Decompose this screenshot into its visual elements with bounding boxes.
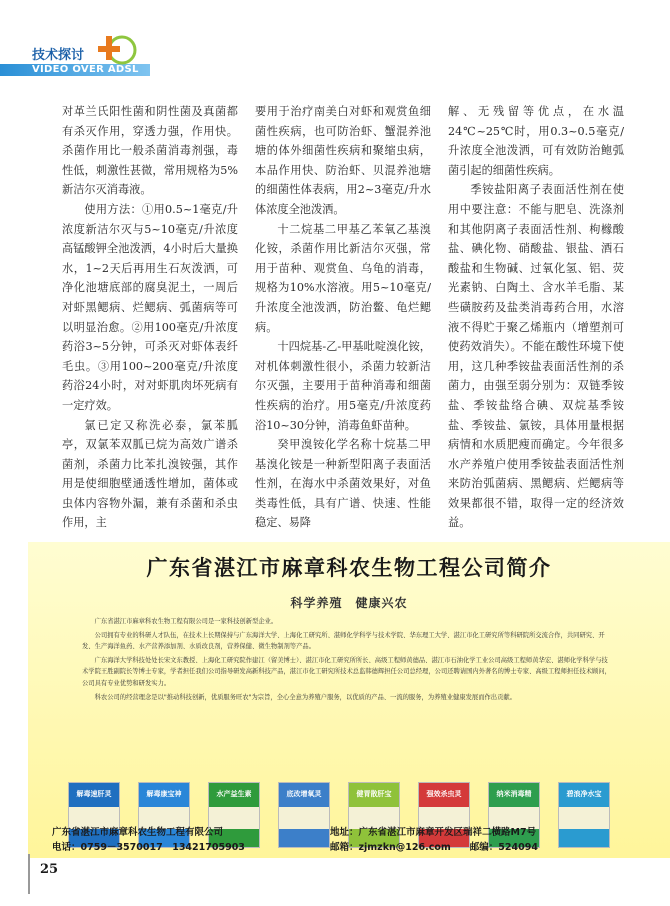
- section-title: 技术探讨: [32, 48, 85, 63]
- company-profile-box: [28, 542, 670, 858]
- product-label: 强效杀虫灵: [426, 790, 462, 798]
- article-paragraph: 使用方法：①用0.5~1毫克/升浓度新洁尔灭与5~10毫克/升浓度高锰酸钾全池泼洒，4小时后大量换水，1~2天后再用生石灰泼洒，可净化池塘底部的腐臭泥土，一周后对虾黑鳃病、烂鳃病、弧菌病等可以明显治愈。②用100毫克/升浓度药浴3~5分钟，可杀灭对虾体表纤毛虫。③用100~200毫克/升浓度药浴24小时，对对虾肌肉坏死病有一定疗效。: [62, 202, 238, 412]
- company-email: 邮箱：zjmzkn@126.com 邮编：524094: [330, 842, 538, 853]
- company-paragraph: 公司拥有专业的科研人才队伍，在技术上长期保持与广东海洋大学、上海化工研究所、湛师化学科学与技术学院、华东理工大学、湛江市化工研究所等科研院所交流合作，共同研究、开发、生产海洋鱼药、水产营养添加剂、水质改良剂，营养保健、微生物制剂等产品。: [82, 631, 605, 651]
- product-top-band: [489, 783, 539, 807]
- article-paragraph: 季铵盐阳离子表面活性剂在使用中要注意：不能与肥皂、洗涤剂和其他阴离子表面活性剂、枸橼酸盐、碘化物、硝酸盐、银盐、酒石酸盐和生物碱、过氧化氢、铝、荧光素钠、白陶土、含水羊毛脂、某些磺胺药及盐类消毒药合用，水溶液不得贮于聚乙烯瓶内（增塑剂可使药效消失）。不能在酸性环境下使用，这几种季铵盐表面活性剂的杀菌力，由强至弱分别为：双链季铵盐、季铵盐络合碘、双烷基季铵盐、季铵盐、氯铵，具体用量根据病情和水质肥瘦而确定。今年很多水产养殖户使用季铵盐表面活性剂来防治弧菌病、黑鳃病、烂鳃病等效果都很不错，取得一定的经济效益。: [448, 183, 624, 530]
- company-description: [82, 616, 612, 766]
- company-slogan: 科学养殖 健康兴农: [290, 596, 408, 610]
- product-top-band: [559, 783, 609, 807]
- product-label: 解毒康宝神: [146, 790, 182, 798]
- product-label: 健胃散肝宝: [356, 790, 392, 798]
- product-bottom-band: [559, 829, 609, 848]
- article-paragraph: 十二烷基二甲基乙苯氧乙基溴化铵，杀菌作用比新洁尔灭强，常用于苗种、观赏鱼、乌龟的消毒，规格为10%水溶液。用5~10毫克/升浓度全池泼洒，防治鳖、龟烂鳃病。: [255, 222, 431, 334]
- company-paragraph: 科农公司的经营理念是以"推动科技创新，优质服务旺农"为宗旨，全心全意为养殖户服务，以优质的产品、一流的服务，为养殖业健康发展而作出贡献。: [94, 693, 516, 701]
- page-number: 25: [40, 862, 59, 877]
- product-label: 底改增氧灵: [286, 790, 322, 798]
- article-column-3: [448, 102, 624, 542]
- company-paragraph: 广东省湛江市麻章科农生物工程有限公司是一家科技创新型企业。: [94, 618, 278, 625]
- article-paragraph: 十四烷基-乙-甲基吡啶溴化铵，对机体刺激性很小，杀菌力较新洁尔灭强，主要用于苗种消毒和细菌性疾病的治疗。用5毫克/升浓度药浴10~30分钟，消毒鱼虾苗种。: [255, 340, 431, 432]
- product-label: 水产益生素: [216, 790, 252, 798]
- product-middle: [279, 807, 329, 829]
- product-package: [558, 782, 610, 848]
- product-top-band: [69, 783, 119, 807]
- article-paragraph: 对革兰氏阳性菌和阴性菌及真菌都有杀灭作用，穿透力强，作用快。杀菌作用比一般杀菌消毒剂强，毒性低，刺激性甚微，常用规格为5%新洁尔灭消毒液。: [62, 105, 238, 197]
- section-subtitle: VIDEO OVER ADSL: [32, 64, 139, 75]
- company-paragraph: 广东海洋大学科技处处长宋文东教授、上海化工研究院作建江（留美博士）、湛江市化工研究所所长、高级工程师黄德品、湛江市石油化学工业公司高级工程师黄华宏、湛师化学科学与技术学院王胜副院长等博士专家，学者担任我们公司指导研发高新科技产品，湛江市化工研究所技术总监韩德辉担任公司总经理，公司还聘请国内外著名的博士专家、高级工程师担任技术顾问，公司具有专业优势和研发实力。: [82, 656, 611, 687]
- product-top-band: [279, 783, 329, 807]
- product-label: 解毒速肝灵: [76, 790, 112, 798]
- product-top-band: [419, 783, 469, 807]
- company-address: 地址：广东省湛江市麻章开发区瑞祥二横路M7号: [330, 827, 537, 838]
- product-label: 碧浪净水宝: [566, 790, 602, 798]
- article-column-1: [62, 102, 238, 542]
- article-paragraph: 氯已定又称洗必泰，氯苯胍亭，双氯苯双胍已烷为高效广谱杀菌剂，杀菌力比苯扎溴铵强，其作用是使细胞壁通透性增加，菌体或虫体内容物外漏，兼有杀菌和杀虫作用，主: [62, 418, 238, 530]
- article-paragraph: 解、无残留等优点，在水温24℃~25℃时，用0.3~0.5毫克/升浓度全池泼洒，可有效防治鲍弧菌引起的细菌性疾病。: [448, 105, 624, 177]
- product-label: 纳米消毒精: [496, 790, 532, 798]
- company-name: 广东省湛江市麻章科农生物工程有限公司: [52, 827, 224, 838]
- company-title: 广东省湛江市麻章科农生物工程公司简介: [146, 556, 552, 580]
- product-top-band: [349, 783, 399, 807]
- company-phone: 电话：0759－3570017 13421705903: [52, 842, 245, 853]
- article-paragraph: 癸甲溴铵化学名称十烷基二甲基溴化铵是一种新型阳离子表面活性剂，在海水中杀菌效果好，对鱼类毒性低，具有广谱、快速、性能稳定、易降: [255, 438, 431, 530]
- product-top-band: [139, 783, 189, 807]
- product-middle: [559, 807, 609, 829]
- product-bottom-band: [279, 829, 329, 848]
- article-paragraph: 要用于治疗南美白对虾和观赏鱼细菌性疾病，也可防治虾、蟹混养池塘的体外细菌性疾病和聚缩虫病，本品作用快、防治虾、贝混养池塘的细菌性体表病，用2~3毫克/升水体浓度全池泼洒。: [255, 105, 431, 216]
- plus-circle-logo-icon: [92, 30, 142, 70]
- product-top-band: [209, 783, 259, 807]
- page-edge-line: [28, 854, 30, 894]
- article-column-2: [255, 102, 431, 542]
- product-package: [278, 782, 330, 848]
- section-header: [0, 30, 180, 90]
